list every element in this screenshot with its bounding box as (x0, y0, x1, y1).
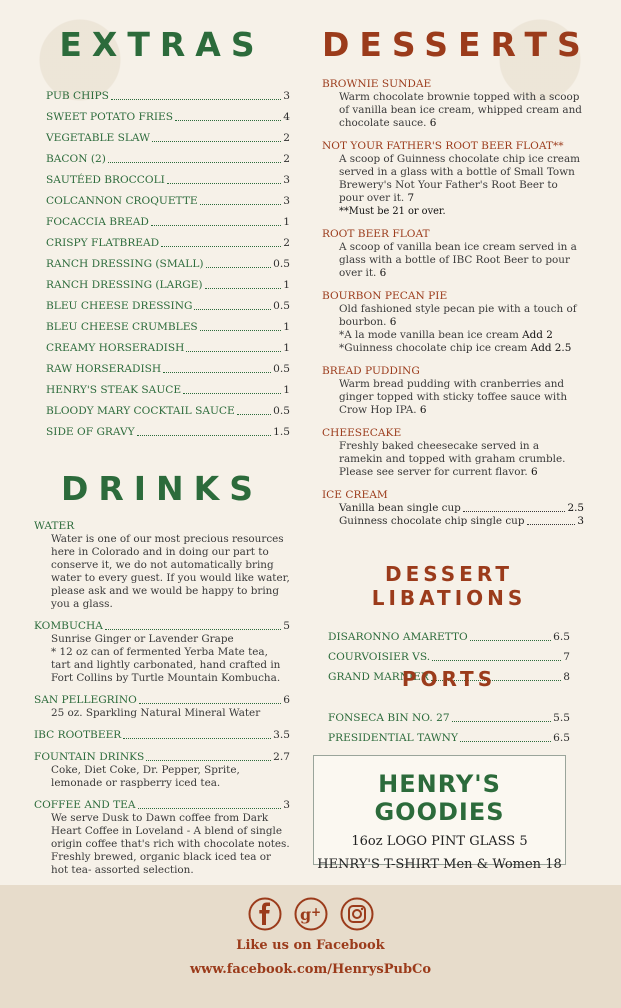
item-name: VEGETABLE SLAW (46, 132, 151, 144)
drink-item (34, 799, 290, 877)
addon-text: *Guinness chocolate chip ice cream (339, 342, 528, 354)
extras-section (34, 22, 290, 439)
dot-leader (432, 660, 561, 661)
dot-leader (186, 350, 281, 352)
desserts-title: DESSERTS (322, 25, 591, 64)
drink-header (34, 729, 290, 742)
extras-list (34, 82, 290, 439)
item-name: FOCACCIA BREAD (46, 216, 149, 228)
sub-name: Guinness chocolate chip single cup (339, 515, 525, 527)
item-price: 4 (283, 111, 290, 123)
item-price: 2 (283, 132, 290, 144)
item-price: 6.5 (553, 631, 570, 643)
item-name: DISARONNO AMARETTO (328, 631, 468, 643)
goodies-box (313, 755, 566, 872)
libations-title: DESSERT LIBATIONS (371, 562, 527, 610)
item-name: BACON (2) (46, 153, 106, 165)
dot-leader (161, 245, 281, 247)
menu-item-row (46, 124, 290, 145)
item-price: 7 (563, 651, 570, 663)
drink-header (34, 620, 290, 633)
facebook-url-link[interactable]: www.facebook.com/HenrysPubCo (189, 962, 432, 977)
dot-leader (151, 224, 281, 226)
drink-price: 6 (283, 694, 290, 706)
item-price: 8 (563, 671, 570, 683)
menu-item-row (46, 187, 290, 208)
dessert-name: BROWNIE SUNDAE (322, 78, 432, 90)
item-price: 1 (283, 342, 290, 354)
dot-leader (105, 629, 281, 630)
item-price: 1.5 (273, 426, 290, 438)
dessert-description (322, 153, 584, 218)
dot-leader (183, 392, 281, 394)
drink-description: We serve Dusk to Dawn coffee from Dark Heart Coffee in Loveland - A blend of single origin coffee that's rich with chocolate notes. Freshly brewed, organic black iced tea or hot tea- assorted selection. (51, 812, 290, 876)
dot-leader (200, 203, 282, 205)
dessert-desc-text: Freshly baked cheesecake served in a ramekin and topped with graham crumble. Please see server for current flavor. (339, 440, 566, 478)
dessert-note: **Must be 21 or over. (339, 206, 446, 217)
goodie-name: HENRY'S T-SHIRT Men & Women (317, 857, 542, 872)
item-name: CREAMY HORSERADISH (46, 342, 185, 354)
dessert-name: CHEESECAKE (322, 427, 402, 439)
google-plus-icon[interactable] (294, 897, 328, 931)
dot-leader (146, 760, 271, 761)
item-name: COLCANNON CROQUETTE (46, 195, 198, 207)
drink-price: 5 (283, 620, 290, 632)
item-name: SIDE OF GRAVY (46, 426, 135, 438)
goodie-item (314, 857, 565, 872)
drink-name: WATER (34, 520, 75, 532)
drink-item (34, 729, 290, 742)
libations-section (328, 562, 570, 684)
menu-item-row (46, 166, 290, 187)
dot-leader (205, 287, 282, 289)
item-price: 6.5 (553, 732, 570, 744)
dot-leader (470, 640, 551, 641)
dessert-item (322, 489, 584, 528)
instagram-icon[interactable] (340, 897, 374, 931)
dot-leader (138, 808, 282, 809)
dessert-description (322, 440, 584, 479)
menu-item-row (46, 334, 290, 355)
drink-header (34, 694, 290, 707)
dot-leader (137, 434, 271, 436)
goodie-item (314, 834, 565, 849)
item-price: 1 (283, 384, 290, 396)
dessert-item (322, 78, 584, 130)
menu-item-row (46, 376, 290, 397)
item-name: CRISPY FLATBREAD (46, 237, 160, 249)
dessert-desc-text: Warm bread pudding with cranberries and ginger topped with sticky toffee sauce with Crow Hop IPA. (339, 378, 568, 416)
sub-name: Vanilla bean single cup (339, 502, 461, 514)
item-name: GRAND MARNIER (328, 671, 429, 683)
dessert-desc-text: A scoop of Guinness chocolate chip ice cream served in a glass with a bottle of Small Town Brewery's Not Your Father's Root Beer to pour over it. (339, 153, 580, 204)
menu-item-row (46, 208, 290, 229)
drink-item (34, 694, 290, 720)
facebook-icon[interactable] (248, 897, 282, 931)
item-price: 0.5 (273, 363, 290, 375)
goodies-list (314, 834, 565, 872)
dessert-price: 6 (429, 117, 437, 129)
drink-description: 25 oz. Sparkling Natural Mineral Water (51, 707, 261, 719)
drink-price: 2.7 (273, 751, 290, 763)
ports-title: PORTS (401, 667, 497, 691)
item-price: 3 (283, 174, 290, 186)
addon-price: Add 2 (522, 329, 553, 341)
goodies-title: HENRY'S GOODIES (374, 770, 505, 826)
dessert-price: 6 (530, 466, 538, 478)
dessert-name: NOT YOUR FATHER'S ROOT BEER FLOAT** (322, 140, 564, 152)
drink-name: IBC ROOTBEER (34, 729, 122, 741)
ports-list (328, 705, 570, 745)
drink-header (34, 751, 290, 764)
dessert-price: 7 (407, 192, 415, 204)
dessert-sub-row (322, 515, 584, 528)
svg-text:g: g (299, 905, 311, 924)
drink-price: 3.5 (273, 729, 290, 741)
dessert-price: 6 (389, 316, 397, 328)
item-name: RAW HORSERADISH (46, 363, 162, 375)
drink-name: SAN PELLEGRINO (34, 694, 137, 706)
extras-title: EXTRAS (59, 25, 265, 64)
menu-item-row (328, 644, 570, 664)
dessert-price: 6 (379, 267, 387, 279)
social-icons (0, 897, 621, 931)
item-price: 1 (283, 216, 290, 228)
menu-item-row (46, 313, 290, 334)
drink-price: 3 (283, 799, 290, 811)
drink-description: Sunrise Ginger or Lavender Grape * 12 oz can of fermented Yerba Mate tea, tart and lightly carbonated, hand crafted in Fort Collins by Turtle Mountain Kombucha. (51, 633, 281, 684)
item-price: 3 (283, 195, 290, 207)
item-name: RANCH DRESSING (SMALL) (46, 258, 204, 270)
menu-item-row (46, 397, 290, 418)
dot-leader (527, 524, 576, 525)
drink-name: COFFEE AND TEA (34, 799, 136, 811)
dessert-desc-text: A scoop of vanilla bean ice cream served in a glass with a bottle of IBC Root Beer to pour over it. (339, 241, 577, 279)
dessert-description (322, 241, 584, 280)
drinks-list (34, 520, 290, 877)
drink-name: KOMBUCHA (34, 620, 103, 632)
dessert-price: 6 (419, 404, 427, 416)
footer (0, 885, 621, 1008)
item-price: 5.5 (553, 712, 570, 724)
item-price: 2 (283, 237, 290, 249)
sub-price: 2.5 (567, 502, 584, 514)
menu-item-row (46, 250, 290, 271)
dessert-name: ICE CREAM (322, 489, 388, 501)
menu-item-row (328, 705, 570, 725)
dessert-desc-text: Warm chocolate brownie topped with a scoop of vanilla bean ice cream, whipped cream and chocolate sauce. (339, 91, 582, 129)
drinks-title: DRINKS (60, 469, 264, 508)
menu-item-row (46, 418, 290, 439)
dessert-item (322, 228, 584, 280)
item-name: RANCH DRESSING (LARGE) (46, 279, 203, 291)
dot-leader (452, 721, 552, 722)
dot-leader (123, 738, 271, 739)
goodie-name: 16oz LOGO PINT GLASS (351, 834, 516, 849)
dessert-item (322, 427, 584, 479)
dot-leader (200, 329, 282, 331)
item-price: 3 (283, 90, 290, 102)
dot-leader (163, 371, 271, 373)
dessert-item (322, 290, 584, 355)
menu-item-row (328, 624, 570, 644)
dot-leader (463, 511, 566, 512)
item-name: FONSECA BIN NO. 27 (328, 712, 450, 724)
dot-leader (152, 140, 281, 142)
drink-name: FOUNTAIN DRINKS (34, 751, 145, 763)
dessert-description (322, 91, 584, 130)
dot-leader (139, 703, 281, 704)
item-name: PRESIDENTIAL TAWNY (328, 732, 458, 744)
item-name: PUB CHIPS (46, 90, 109, 102)
drinks-section (34, 466, 290, 886)
item-name: SWEET POTATO FRIES (46, 111, 174, 123)
drink-header (34, 799, 290, 812)
item-name: HENRY'S STEAK SAUCE (46, 384, 182, 396)
dessert-name: BOURBON PECAN PIE (322, 290, 448, 302)
dessert-item (322, 140, 584, 218)
facebook-callout: Like us on Facebook (236, 938, 385, 953)
menu-item-row (46, 292, 290, 313)
drink-item (34, 620, 290, 685)
addon-text: *A la mode vanilla bean ice cream (339, 329, 519, 341)
svg-text:+: + (310, 905, 321, 919)
addon-price: Add 2.5 (530, 342, 572, 354)
dessert-description (322, 303, 584, 355)
dessert-sub-row (322, 502, 584, 515)
item-price: 1 (283, 321, 290, 333)
item-price: 0.5 (273, 300, 290, 312)
goodie-price: 5 (519, 834, 528, 849)
dessert-item (322, 365, 584, 417)
drink-description: Water is one of our most precious resources here in Colorado and in doing our part to conserve it, we do not automatically bring water to every guest. If you would like water, please ask and we would be happy to bring you a glass. (51, 533, 290, 610)
dessert-description (322, 378, 584, 417)
item-name: COURVOISIER VS. (328, 651, 431, 663)
drink-item (34, 520, 290, 611)
drink-item (34, 751, 290, 790)
dot-leader (108, 161, 281, 163)
menu-item-row (46, 271, 290, 292)
menu-item-row (46, 103, 290, 124)
menu-item-row (46, 82, 290, 103)
dot-leader (194, 308, 271, 310)
desserts-section (322, 22, 591, 538)
item-price: 0.5 (273, 405, 290, 417)
goodie-price: 18 (545, 857, 562, 872)
item-price: 2 (283, 153, 290, 165)
item-name: BLEU CHEESE CRUMBLES (46, 321, 198, 333)
item-price: 0.5 (273, 258, 290, 270)
dot-leader (111, 98, 281, 100)
drink-header (34, 520, 290, 533)
dessert-desc-text: Old fashioned style pecan pie with a touch of bourbon. (339, 303, 577, 328)
dessert-name: BREAD PUDDING (322, 365, 420, 377)
item-name: SAUTÉED BROCCOLI (46, 174, 165, 186)
menu-item-row (46, 229, 290, 250)
item-name: BLEU CHEESE DRESSING (46, 300, 193, 312)
sub-price: 3 (577, 515, 584, 527)
menu-item-row (46, 355, 290, 376)
dot-leader (175, 119, 281, 121)
dot-leader (206, 266, 272, 268)
desserts-list (322, 78, 584, 528)
dot-leader (237, 413, 271, 415)
menu-item-row (328, 725, 570, 745)
item-name: BLOODY MARY COCKTAIL SAUCE (46, 405, 235, 417)
menu-item-row (46, 145, 290, 166)
item-price: 1 (283, 279, 290, 291)
dot-leader (167, 182, 281, 184)
ports-section (328, 667, 570, 745)
dessert-name: ROOT BEER FLOAT (322, 228, 430, 240)
drink-description: Coke, Diet Coke, Dr. Pepper, Sprite, lemonade or raspberry iced tea. (51, 764, 240, 789)
dot-leader (460, 741, 551, 742)
